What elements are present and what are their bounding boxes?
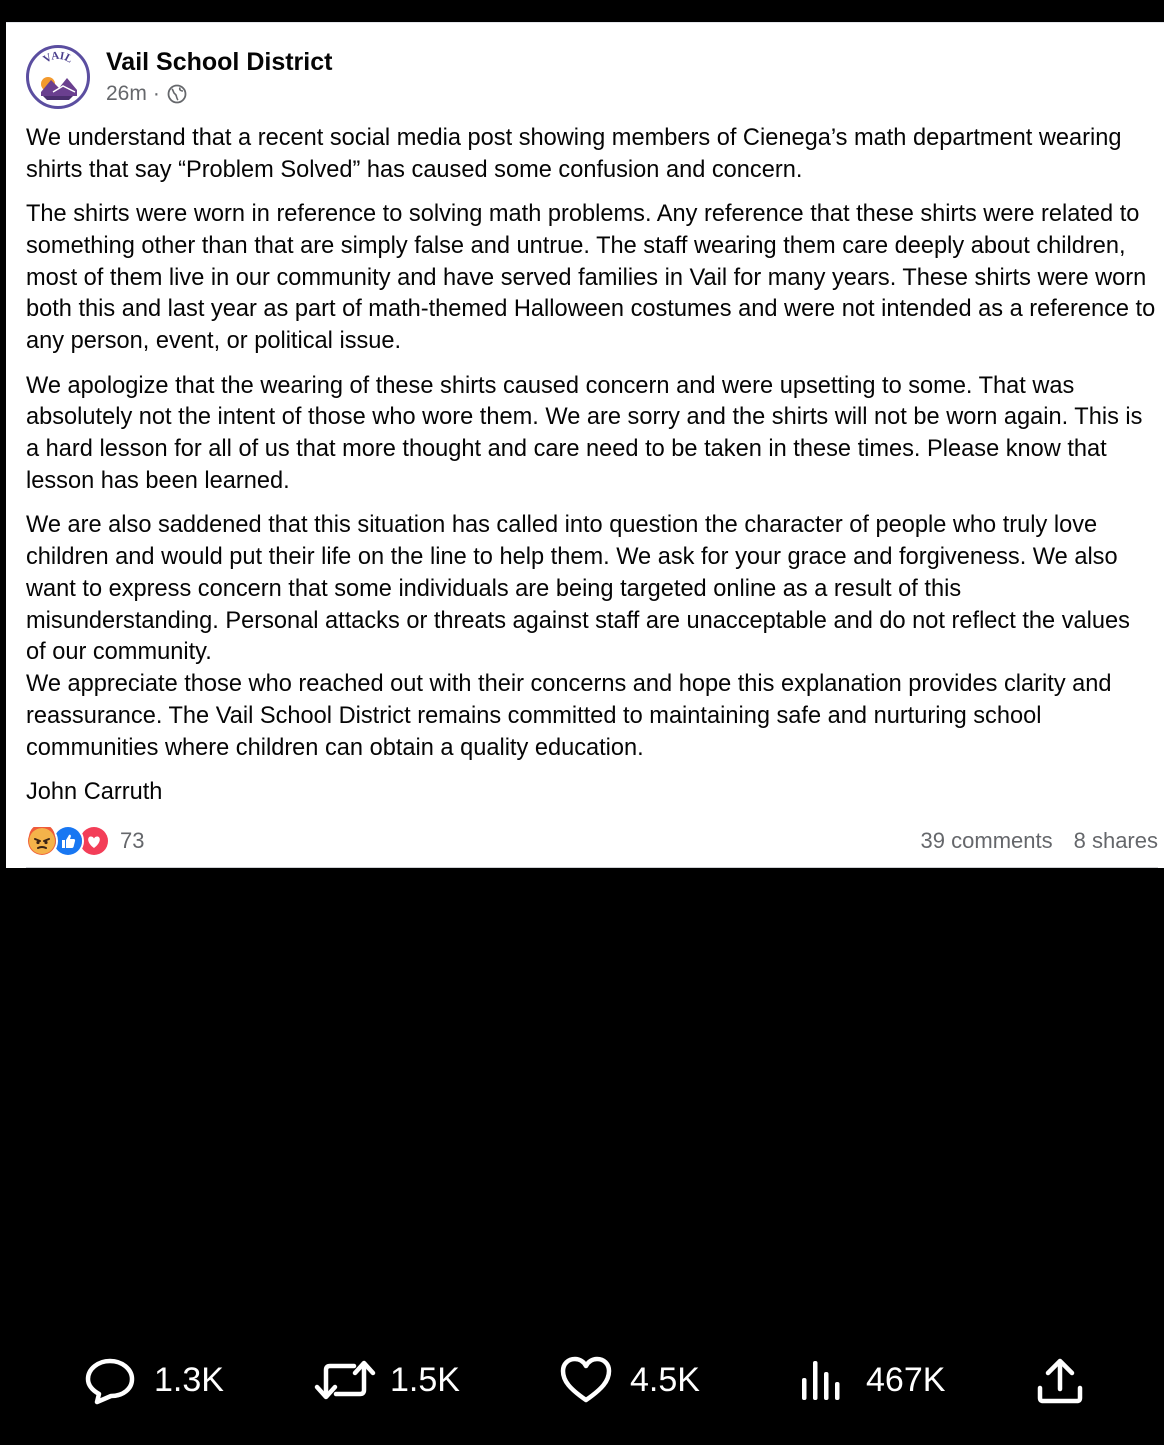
meta-separator: · (152, 82, 160, 105)
post-paragraph: We appreciate those who reached out with their concerns and hope this explanation provides clarity and reassurance. The Vail School District remains committed to maintaining safe and nurturing school communities where children can obtain a quality education. (26, 671, 1112, 761)
post-meta (106, 81, 332, 107)
share-icon (1032, 1352, 1088, 1408)
view-count: 467K (866, 1360, 946, 1399)
post-paragraph: We are also saddened that this situation has called into question the character of people who truly love children and would put their life on the line to help them. We ask for your grace and forgiveness. We also want to express concern that some individuals are being targeted online as a result of this misunderstanding. Personal attacks or threats against staff are unacceptable and do not reflect the values of our community. (26, 512, 1130, 666)
globe-icon[interactable] (166, 83, 188, 105)
reactions-summary[interactable] (26, 825, 144, 857)
post-body (26, 123, 1156, 821)
post-paragraph: We apologize that the wearing of these shirts caused concern and were upsetting to some. That was absolutely not the intent of those who wore them. We are sorry and the shirts will not be worn again. This is a hard lesson for all of us that more thought and care need to be taken in these times. Please know that lesson has been learned. (26, 372, 1143, 494)
analytics-icon (798, 1352, 848, 1408)
tweet-action-bar (0, 1340, 1164, 1420)
heart-icon (558, 1352, 614, 1408)
reply-icon (82, 1352, 138, 1408)
post-paragraph: We understand that a recent social media post showing members of Cienega’s math department wearing shirts that say “Problem Solved” has caused some confusion and concern. (26, 125, 1122, 183)
page-avatar[interactable] (26, 45, 90, 109)
like-count: 4.5K (630, 1360, 700, 1399)
share-button[interactable] (1032, 1340, 1088, 1420)
page-name[interactable]: Vail School District (106, 48, 333, 76)
angry-icon (26, 825, 58, 857)
shares-count-link[interactable]: 8 shares (1073, 828, 1158, 853)
card-divider (26, 867, 1158, 868)
repost-count: 1.5K (390, 1360, 460, 1399)
repost-button[interactable] (314, 1340, 460, 1420)
reaction-row (26, 823, 1158, 859)
reaction-count: 73 (120, 828, 145, 853)
comments-count-link[interactable]: 39 comments (920, 828, 1053, 853)
reply-button[interactable] (82, 1340, 224, 1420)
reply-count: 1.3K (154, 1360, 224, 1399)
vail-logo-icon (29, 48, 87, 106)
facebook-post-card (6, 22, 1164, 868)
post-paragraph: The shirts were worn in reference to solving math problems. Any reference that these shirts were related to something other than that are simply false and untrue. The staff wearing them care deeply about children, most of them live in our community and have served families in Vail for many years. These shirts were worn both this and last year as part of math-themed Halloween costumes and were not intended as a reference to any person, event, or political issue. (26, 201, 1156, 355)
svg-text:VAIL (41, 50, 74, 66)
post-timestamp[interactable]: 26m (106, 82, 147, 105)
like-button[interactable] (558, 1340, 700, 1420)
post-signature: John Carruth (26, 779, 163, 806)
avatar-text: VAIL (41, 49, 75, 66)
views-button[interactable] (798, 1340, 945, 1420)
post-header (26, 45, 332, 113)
engagement-stats (921, 828, 1158, 854)
repost-icon (314, 1352, 376, 1408)
